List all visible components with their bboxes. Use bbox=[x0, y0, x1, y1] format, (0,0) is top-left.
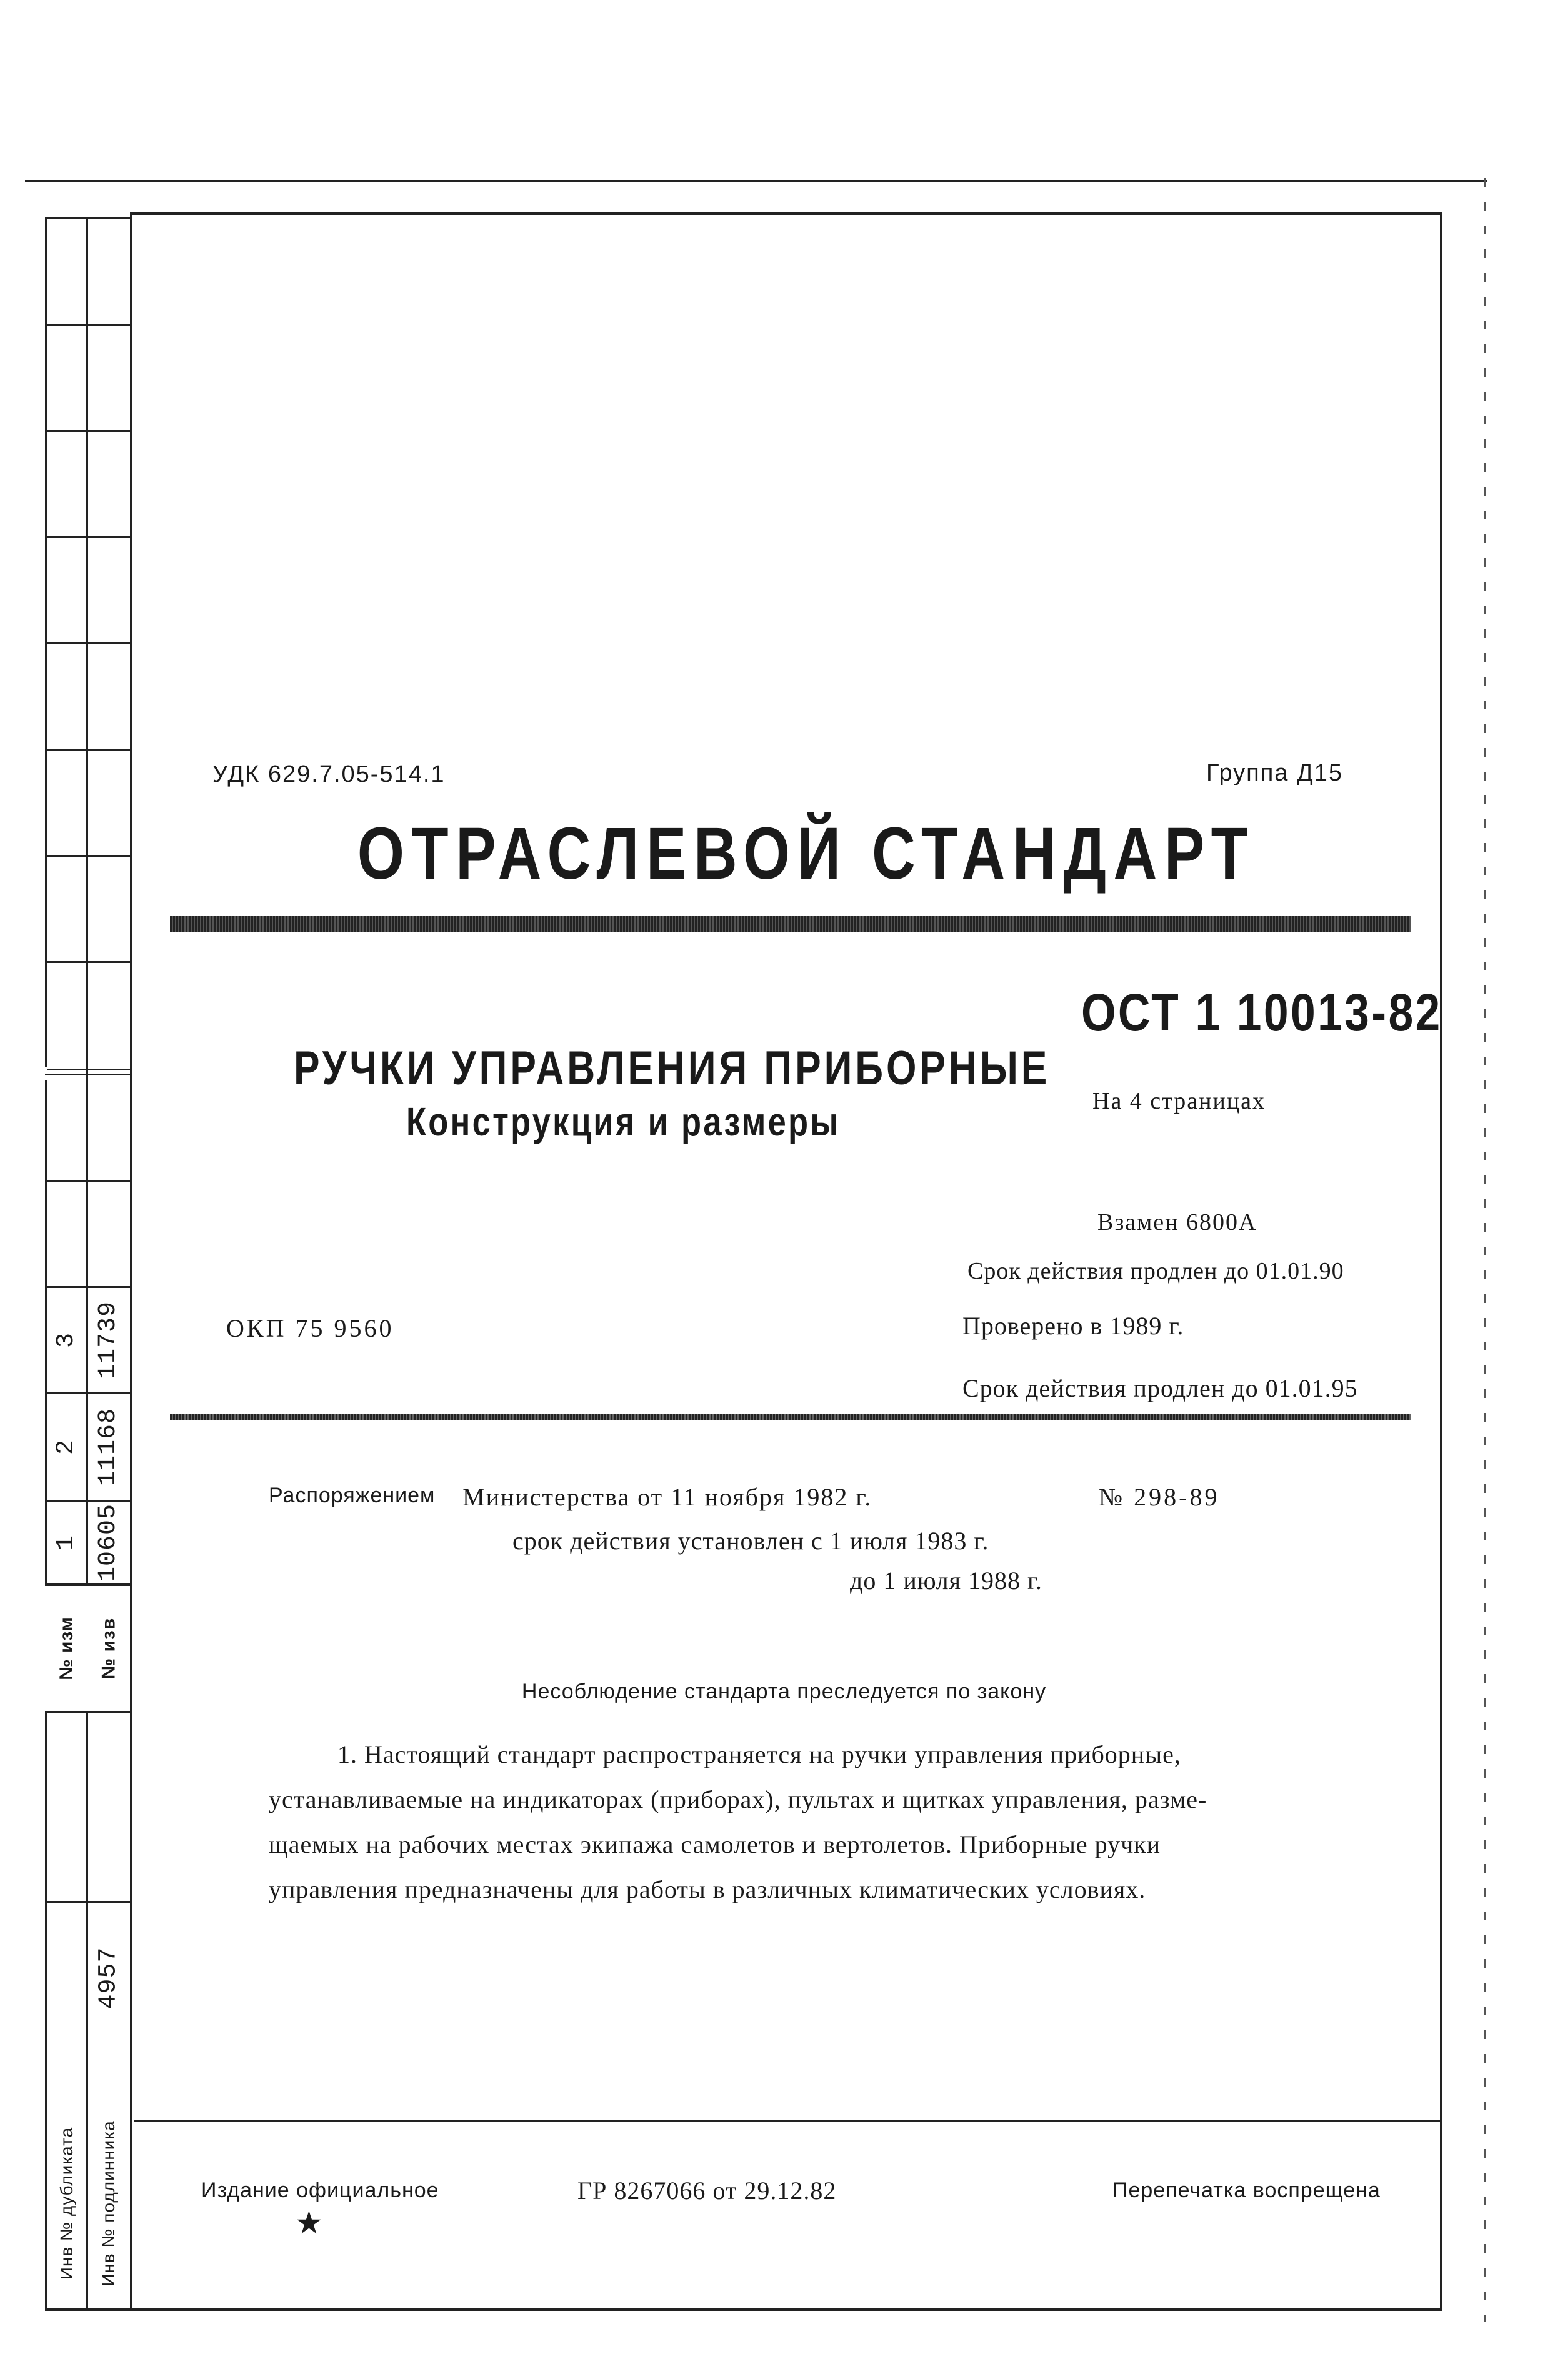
revision-sidebar bbox=[45, 217, 130, 2311]
order-text: Министерства от 11 ноября 1982 г. bbox=[462, 1483, 872, 1511]
title-divider bbox=[170, 916, 1411, 932]
paragraph-line: устанавливаемые на индикаторах (приборах), пультах и щитках управления, разме- bbox=[269, 1785, 1207, 1813]
footer-divider bbox=[134, 2120, 1442, 2122]
inventory-number: 4957 bbox=[94, 1946, 123, 2010]
notice-number: 10605 bbox=[94, 1503, 123, 1582]
right-cut-line bbox=[1484, 178, 1486, 2322]
revision-number: 2 bbox=[52, 1439, 81, 1455]
inventory-number-cell bbox=[88, 1903, 129, 2053]
paragraph-line: щаемых на рабочих местах экипажа самолетов и вертолетов. Приборные ручки bbox=[269, 1830, 1161, 1858]
paragraph-line: 1. Настоящий стандарт распространяется на ручки управления приборные, bbox=[337, 1740, 1181, 1768]
revision-number-cell bbox=[47, 1394, 86, 1500]
official-edition: Издание официальное bbox=[201, 2178, 439, 2202]
header-divider bbox=[170, 1414, 1411, 1420]
star-icon: ★ bbox=[295, 2205, 323, 2241]
page-title: ОТРАСЛЕВОЙ СТАНДАРТ bbox=[357, 812, 1256, 895]
replaces-note: Взамен 6800А bbox=[1097, 1209, 1257, 1235]
checked-note: Проверено в 1989 г. bbox=[962, 1312, 1184, 1340]
original-inventory-label: Инв № подлинника bbox=[99, 2120, 118, 2287]
order-number: № 298-89 bbox=[1099, 1483, 1220, 1511]
notice-number: 11739 bbox=[94, 1300, 123, 1379]
scope-paragraph bbox=[269, 1732, 1381, 1912]
paragraph-line: управления предназначены для работы в различных климатических условиях. bbox=[269, 1875, 1146, 1903]
extension-note-1: Срок действия продлен до 01.01.90 bbox=[967, 1258, 1344, 1284]
valid-from: срок действия установлен с 1 июля 1983 г. bbox=[512, 1527, 989, 1555]
notice-number-cell bbox=[88, 1394, 129, 1500]
revision-number: 1 bbox=[52, 1534, 81, 1550]
original-inventory-cell bbox=[88, 2098, 129, 2308]
udk-code: УДК 629.7.05-514.1 bbox=[212, 761, 446, 787]
okp-code: ОКП 75 9560 bbox=[226, 1314, 394, 1342]
duplicate-inventory-cell bbox=[47, 2098, 86, 2308]
notice-number: 11168 bbox=[94, 1407, 123, 1486]
order-label: Распоряжением bbox=[269, 1484, 436, 1507]
registration-number: ГР 8267066 от 29.12.82 bbox=[577, 2177, 837, 2205]
top-rule bbox=[25, 180, 1487, 182]
duplicate-inventory-label: Инв № дубликата bbox=[57, 2127, 76, 2280]
reprint-prohibited: Перепечатка воспрещена bbox=[1112, 2178, 1381, 2202]
standard-title: РУЧКИ УПРАВЛЕНИЯ ПРИБОРНЫЕ bbox=[294, 1042, 1051, 1095]
valid-to: до 1 июля 1988 г. bbox=[850, 1567, 1042, 1595]
extension-note-2: Срок действия продлен до 01.01.95 bbox=[962, 1374, 1358, 1402]
revision-number-cell bbox=[47, 1287, 86, 1392]
page-count: На 4 страницах bbox=[1092, 1088, 1266, 1114]
revision-header: № изм bbox=[56, 1617, 77, 1680]
notice-header: № изв bbox=[98, 1617, 119, 1680]
notice-number-cell bbox=[88, 1501, 129, 1583]
group-code: Группа Д15 bbox=[1206, 760, 1343, 786]
revision-number: 3 bbox=[52, 1332, 81, 1348]
standard-number: ОСТ 1 10013-82 bbox=[1081, 983, 1442, 1042]
standard-subtitle: Конструкция и размеры bbox=[406, 1099, 841, 1144]
legal-warning: Несоблюдение стандарта преследуется по закону bbox=[521, 1680, 1047, 1703]
notice-number-cell bbox=[88, 1287, 129, 1392]
revision-number-cell bbox=[47, 1501, 86, 1583]
